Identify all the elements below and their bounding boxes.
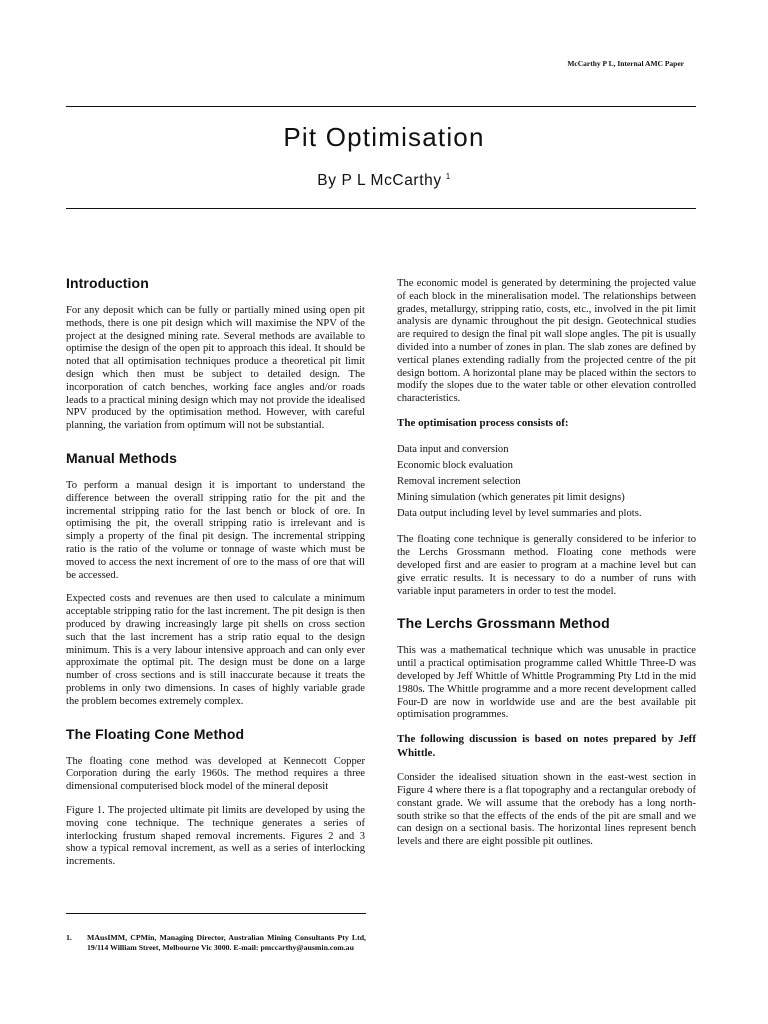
whittle-notes-lead: The following discussion is based on notes prepared by Jeff Whittle. xyxy=(397,733,696,759)
title-rule-bottom xyxy=(66,208,696,209)
manual-methods-paragraph: To perform a manual design it is important to understand the difference between the overall stripping ratio for the pit and the incremental stripping ratio for the last bench or block of ore. In optimising the pit, the overall stripping ratio is irrelevant and is simply a property of the final pit design. The incremental stripping ratio is the ratio of the volume or tonnage of waste which must be moved to access the next increment of ore to the mass of ore that will be accessed. xyxy=(66,479,365,581)
manual-methods-paragraph: Expected costs and revenues are then used to calculate a minimum acceptable stripping ratio for the last increment. The pit design is then produced by drawing increasingly large pit shells on cross section such that the last increment has a strip ratio equal to the design minimum. This is a very labour intensive approach and can only ever approximate the optimal pit. The design must be done on a large number of cross sections and is still inaccurate because it treats the problems in only two dimensions. In cases of highly variable grade the problem becomes extremely complex. xyxy=(66,593,365,707)
process-step: Data input and conversion xyxy=(397,444,509,456)
author-byline xyxy=(0,172,768,190)
footnote-number: 1. xyxy=(66,933,72,942)
process-lead: The optimisation process consists of: xyxy=(397,416,569,429)
floating-cone-paragraph: Figure 1. The projected ultimate pit limits are developed by using the moving cone technique. The technique generates a series of interlocking frustum shaped removal increments. Figures 2 and 3 show a typical removal increment, as well as a series of interlocking increments. xyxy=(66,804,365,868)
process-step: Data output including level by level summaries and plots. xyxy=(397,508,642,520)
right-column xyxy=(397,278,696,860)
footnote xyxy=(66,933,366,953)
floating-cone-heading: The Floating Cone Method xyxy=(66,725,245,742)
lerchs-grossmann-heading: The Lerchs Grossmann Method xyxy=(397,615,610,632)
lerchs-grossmann-paragraph: This was a mathematical technique which was unusable in practice until a practical optimisation programme called Whittle Three-D was developed by Jeff Whittle of Whittle Programming Pty Ltd in the mid 1980s. The Whittle programme and a more recent development called Four-D are now in worldwide use and are the best available pit optimisation programmes. xyxy=(397,645,696,721)
paper-title: Pit Optimisation xyxy=(283,122,485,152)
manual-methods-heading: Manual Methods xyxy=(66,449,178,466)
process-step: Mining simulation (which generates pit limit designs) xyxy=(397,492,625,504)
left-column xyxy=(66,275,365,880)
floating-cone-paragraph: The floating cone method was developed at Kennecott Copper Corporation during the early 1960s. The method requires a three dimensional computerised block model of the mineral deposit xyxy=(66,755,365,793)
title-rule-top xyxy=(66,106,696,107)
process-step: Removal increment selection xyxy=(397,476,521,488)
floating-cone-comparison: The floating cone technique is generally considered to be inferior to the Lerchs Grossmann method. Floating cone methods were developed first and are easier to program at a machine level but can give erratic results. It is necessary to do a number of runs with variable input parameters in order to test the model. xyxy=(397,534,696,597)
author-name: By P L McCarthy xyxy=(317,172,442,189)
introduction-paragraph: For any deposit which can be fully or partially mined using open pit methods, there is one pit design which will maximise the NPV of the project at the designed mining rate. Several methods are available to optimise the design of the open pit to approach this ideal. It should be noted that all optimisation techniques produce a theoretical pit limit design which then must be subject to detailed design. The incorporation of catch benches, working face angles and/or roads leads to a practical mining design which may not provide the idealised NPV produced by the optimisation method. However, with careful planning, the variation from optimum will not be substantial. xyxy=(66,305,365,432)
footnote-text: MAusIMM, CPMin, Managing Director, Australian Mining Consultants Pty Ltd, 19/114 William Street, Melbourne Vic 3000. E-mail: pmccarthy@ausmin.com.au xyxy=(87,933,366,953)
economic-model-paragraph: The economic model is generated by determining the projected value of each block in the mineralisation model. The relationships between grades, metallurgy, stripping ratio, costs, etc., involved in the pit limit analysis are dynamic throughout the pit design. Geotechnical studies are required to design the final pit wall slope angles. The pit is usually divided into a number of zones in plan. The slab zones are defined by vertical planes extending radially from the projected centre of the pit design bottom. A horizontal plane may be placed within the sectors to modify the slopes due to the water table or other elevation controlled characteristics. xyxy=(397,278,696,405)
introduction-heading: Introduction xyxy=(66,275,149,291)
footnote-rule xyxy=(66,913,366,914)
running-head: McCarthy P L, Internal AMC Paper xyxy=(567,59,684,68)
process-steps-list xyxy=(397,442,696,522)
footnote-marker: 1 xyxy=(445,172,451,181)
process-step: Economic block evaluation xyxy=(397,460,513,472)
idealised-situation-paragraph: Consider the idealised situation shown in the east-west section in Figure 4 where there is a flat topography and a rectangular orebody of constant grade. We will assume that the orebody has a long north-south strike so that the effects of the ends of the pit are small and we can design on a sectional basis. The horizontal lines represent bench levels and there are eight possible pit outlines. xyxy=(397,772,696,848)
